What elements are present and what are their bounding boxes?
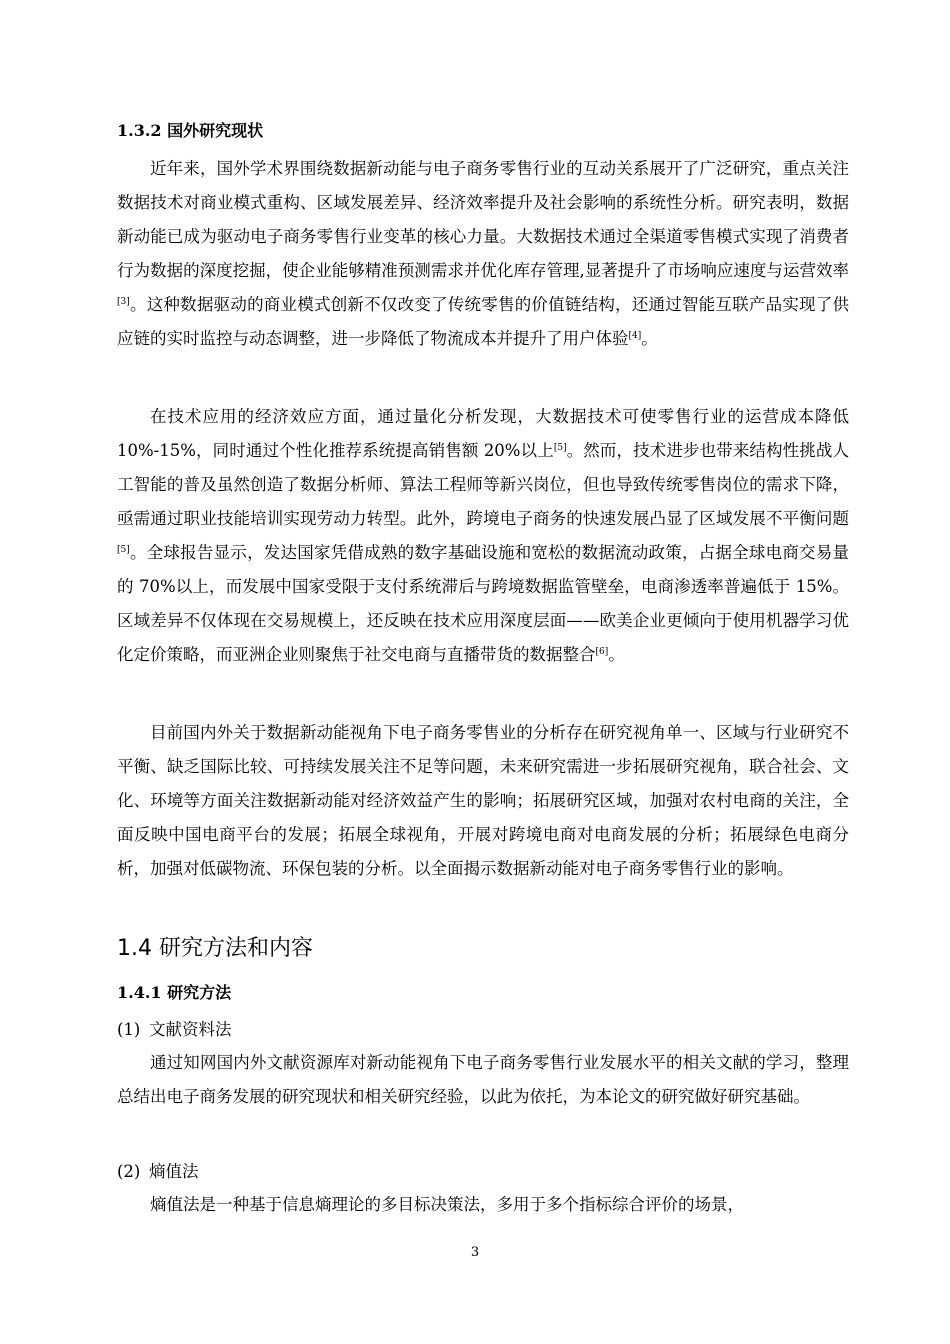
citation: [5]: [117, 545, 130, 555]
paragraph-text: 。这种数据驱动的商业模式创新不仅改变了传统零售的价值链结构，还通过智能互联产品实现了供应链的实时监控与动态调整，进一步降低了物流成本并提升了用户体验: [117, 295, 849, 348]
paragraph-text: 在技术应用的经济效应方面，通过量化分析发现，大数据技术可使零售行业的运营成本降低 10%-15%，同时通过个性化推荐系统提高销售额 20%以上: [117, 407, 849, 460]
item-label: 文献资料法: [149, 1020, 232, 1039]
paragraph-foreign-research-1: [117, 152, 849, 356]
item-label: 熵值法: [149, 1162, 199, 1181]
method-item-1: [117, 1019, 232, 1041]
citation: [4]: [628, 331, 642, 341]
method-item-2: [117, 1161, 199, 1183]
paragraph-text: 。然而，技术进步也带来结构性挑战人工智能的普及虽然创造了数据分析师、算法工程师等新兴岗位，但也导致传统零售岗位的需求下降，亟需通过职业技能培训实现劳动力转型。此外，跨境电子商务的快速发展凸显了区域发展不平衡问题: [117, 441, 849, 528]
item-number: (2): [117, 1162, 141, 1181]
paragraph-text: 。: [608, 645, 625, 664]
section-heading-1-3-2: 1.3.2 国外研究现状: [117, 121, 264, 140]
item-number: (1): [117, 1020, 141, 1039]
paragraph-entropy-method: 熵值法是一种基于信息熵理论的多目标决策法，多用于多个指标综合评价的场景，: [150, 1195, 744, 1214]
citation: [6]: [595, 647, 609, 657]
paragraph-text: 近年来，国外学术界围绕数据新动能与电子商务零售行业的互动关系展开了广泛研究，重点关注数据技术对商业模式重构、区域发展差异、经济效率提升及社会影响的系统性分析。研究表明，数据新动能已成为驱动电子商务零售行业变革的核心力量。大数据技术通过全渠道零售模式实现了消费者行为数据的深度挖掘，使企业能够精准预测需求并优化库存管理,显著提升了市场响应速度与运营效率: [117, 159, 849, 280]
paragraph-foreign-research-2: [117, 400, 849, 672]
paragraph-literature-method: 通过知网国内外文献资源库对新动能视角下电子商务零售行业发展水平的相关文献的学习，整理总结出电子商务发展的研究现状和相关研究经验，以此为依托，为本论文的研究做好研究基础。: [117, 1053, 849, 1106]
paragraph-text: 。: [641, 329, 658, 348]
citation: [3]: [117, 297, 130, 307]
paragraph-research-summary: 目前国内外关于数据新动能视角下电子商务零售业的分析存在研究视角单一、区域与行业研究不平衡、缺乏国际比较、可持续发展关注不足等问题，未来研究需进一步拓展研究视角，联合社会、文化、环境等方面关注数据新动能对经济效益产生的影响；拓展研究区域，加强对农村电商的关注，全面反映中国电商平台的发展；拓展全球视角，开展对跨境电商对电商发展的分析；拓展绿色电商分析，加强对低碳物流、环保包装的分析。以全面揭示数据新动能对电子商务零售行业的影响。: [117, 723, 849, 878]
section-heading-1-4-1: 1.4.1 研究方法: [117, 983, 232, 1002]
page-number: 3: [470, 1245, 480, 1260]
paragraph-text: 。全球报告显示，发达国家凭借成熟的数字基础设施和宽松的数据流动政策，占据全球电商交易量的 70%以上，而发展中国家受限于支付系统滞后与跨境数据监管壁垒，电商渗透率普遍低于 15%。区域差异不仅体现在交易规模上，还反映在技术应用深度层面——欧美企业更倾向于使用机器学习优化定价策略，而亚洲企业则聚焦于社交电商与直播带货的数据整合: [117, 543, 849, 664]
citation: [5]: [553, 443, 567, 453]
section-heading-1-4: 1.4 研究方法和内容: [117, 936, 313, 961]
